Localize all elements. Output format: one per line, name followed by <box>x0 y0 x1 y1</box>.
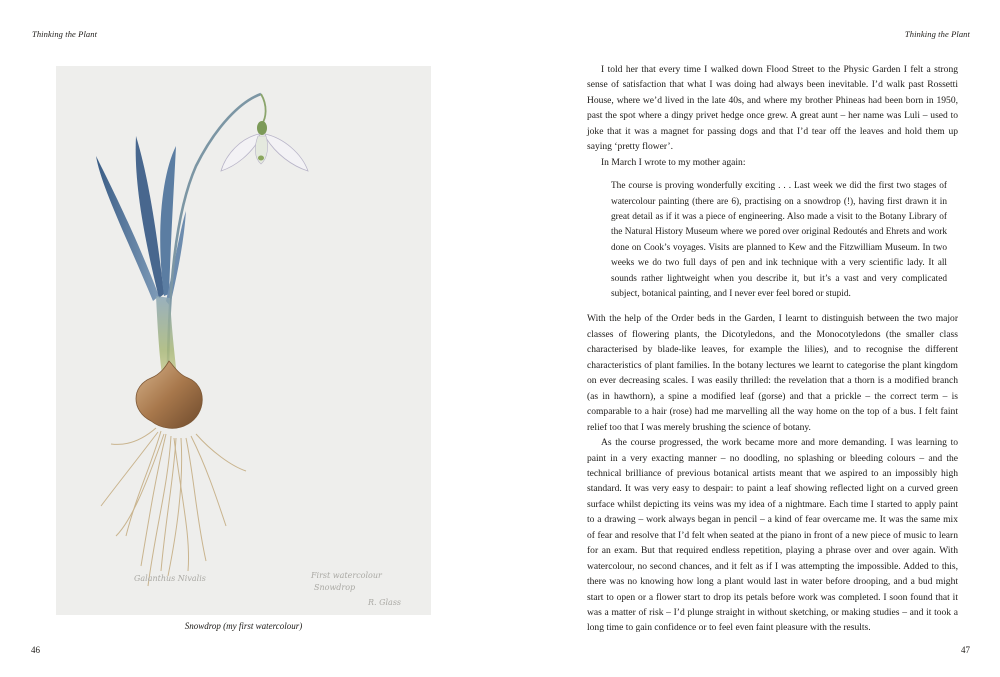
paragraph: I told her that every time I walked down Flood Street to the Physic Garden I felt a strong sense of satisfaction that what I was doing had always been inevitable. I’d walk past Rossetti House, where we’d lived in the late 40s, and where my brother Phineas had been born in 1950, past the spot where a dingy privet hedge once grew. A great aunt – her name was Luli – used to joke that it was a magnet for passing dogs and that I’d tear off the leaves and hold them up saying ‘pretty flower’. <box>587 64 958 153</box>
snowdrop-illustration <box>56 66 431 615</box>
plate-note-snowdrop: Snowdrop <box>314 583 356 592</box>
plate-note-species: Galanthus Nivalis <box>134 574 206 583</box>
paragraph: As the course progressed, the work became more and more demanding. I was learning to paint in a very exacting manner – no doodling, no splashing or bleeding colours – and the technical brilliance of previous botanical artists meant that we aspired to an impossibly high standard. It was very easy to despair: to paint a leaf showing reflected light on a curved green surface whilst depicting its veins was my idea of a nightmare. Each time I started to apply paint to a drawing – work always began in pencil – a kind of fear overcame me. It was the same mix of fear and resolve that I’d felt when seated at the piano in front of a new piece of music to learn for an exam. But that required endless repetition, playing a phrase over and over again. With watercolour, no second chances, and it felt as if I was attempting the impossible. Added to this, there was no knowing how long a plant would last in water before drooping, and a bud might start to open or a flower start to drop its petals before work was completed. I soon found that it was a matter of risk – I’d plunge straight in without sketching, or making studies – and it took a long time to gain confidence or to feel even faint pleasure with the results. <box>587 437 958 634</box>
plate-note-first: First watercolour <box>311 571 382 580</box>
snowdrop-watercolour-plate <box>56 66 431 615</box>
running-head-left: Thinking the Plant <box>32 29 98 39</box>
paragraph: In March I wrote to my mother again: <box>601 156 746 168</box>
plate-caption: Snowdrop (my first watercolour) <box>184 621 303 631</box>
page-number-left: 46 <box>31 645 40 655</box>
right-page <box>500 0 1000 677</box>
running-head-right: Thinking the Plant <box>904 29 970 39</box>
paragraph: With the help of the Order beds in the Garden, I learnt to distinguish between the two major classes of flowering plants, the Dicotyledons, and the Monocotyledons (the smaller class characterised by blade-like leaves, for example the lilies), and to recognise the different characteristics of plant families. In the botany lectures we learnt to categorise the plant kingdom on ever decreasing scales. I was easily thrilled: the revelation that a thorn is a modified branch (as in hawthorn), a spine a modified leaf (gorse) and that a prickle – the correct term – is comparable to a hair (rose) had me marvelling all the way home on the top of a bus. I felt faint relief too that I was merely brushing the science of botany. <box>587 313 958 433</box>
page-number-right: 47 <box>961 645 970 655</box>
body-text <box>587 62 958 636</box>
block-quote: The course is proving wonderfully exciting . . . Last week we did the first two stages of watercolour painting (there are 6), practising on a snowdrop (!), having first drawn it in great detail as if it was a piece of engineering. Also made a visit to the Botany Library of the Natural History Museum where we pored over original Redoutés and Ehrets and work done on Cook’s voyages. Visits are planned to Kew and the Fitzwilliam Museum. In two weeks we do two full days of pen and ink technique with a very scientific lady. It all sounds rather lightweight when you describe it, but it’s a vast and very complicated subject, botanical painting, and I never ever feel bored or stupid. <box>611 181 947 300</box>
plate-note-signature: R. Glass <box>368 598 402 607</box>
